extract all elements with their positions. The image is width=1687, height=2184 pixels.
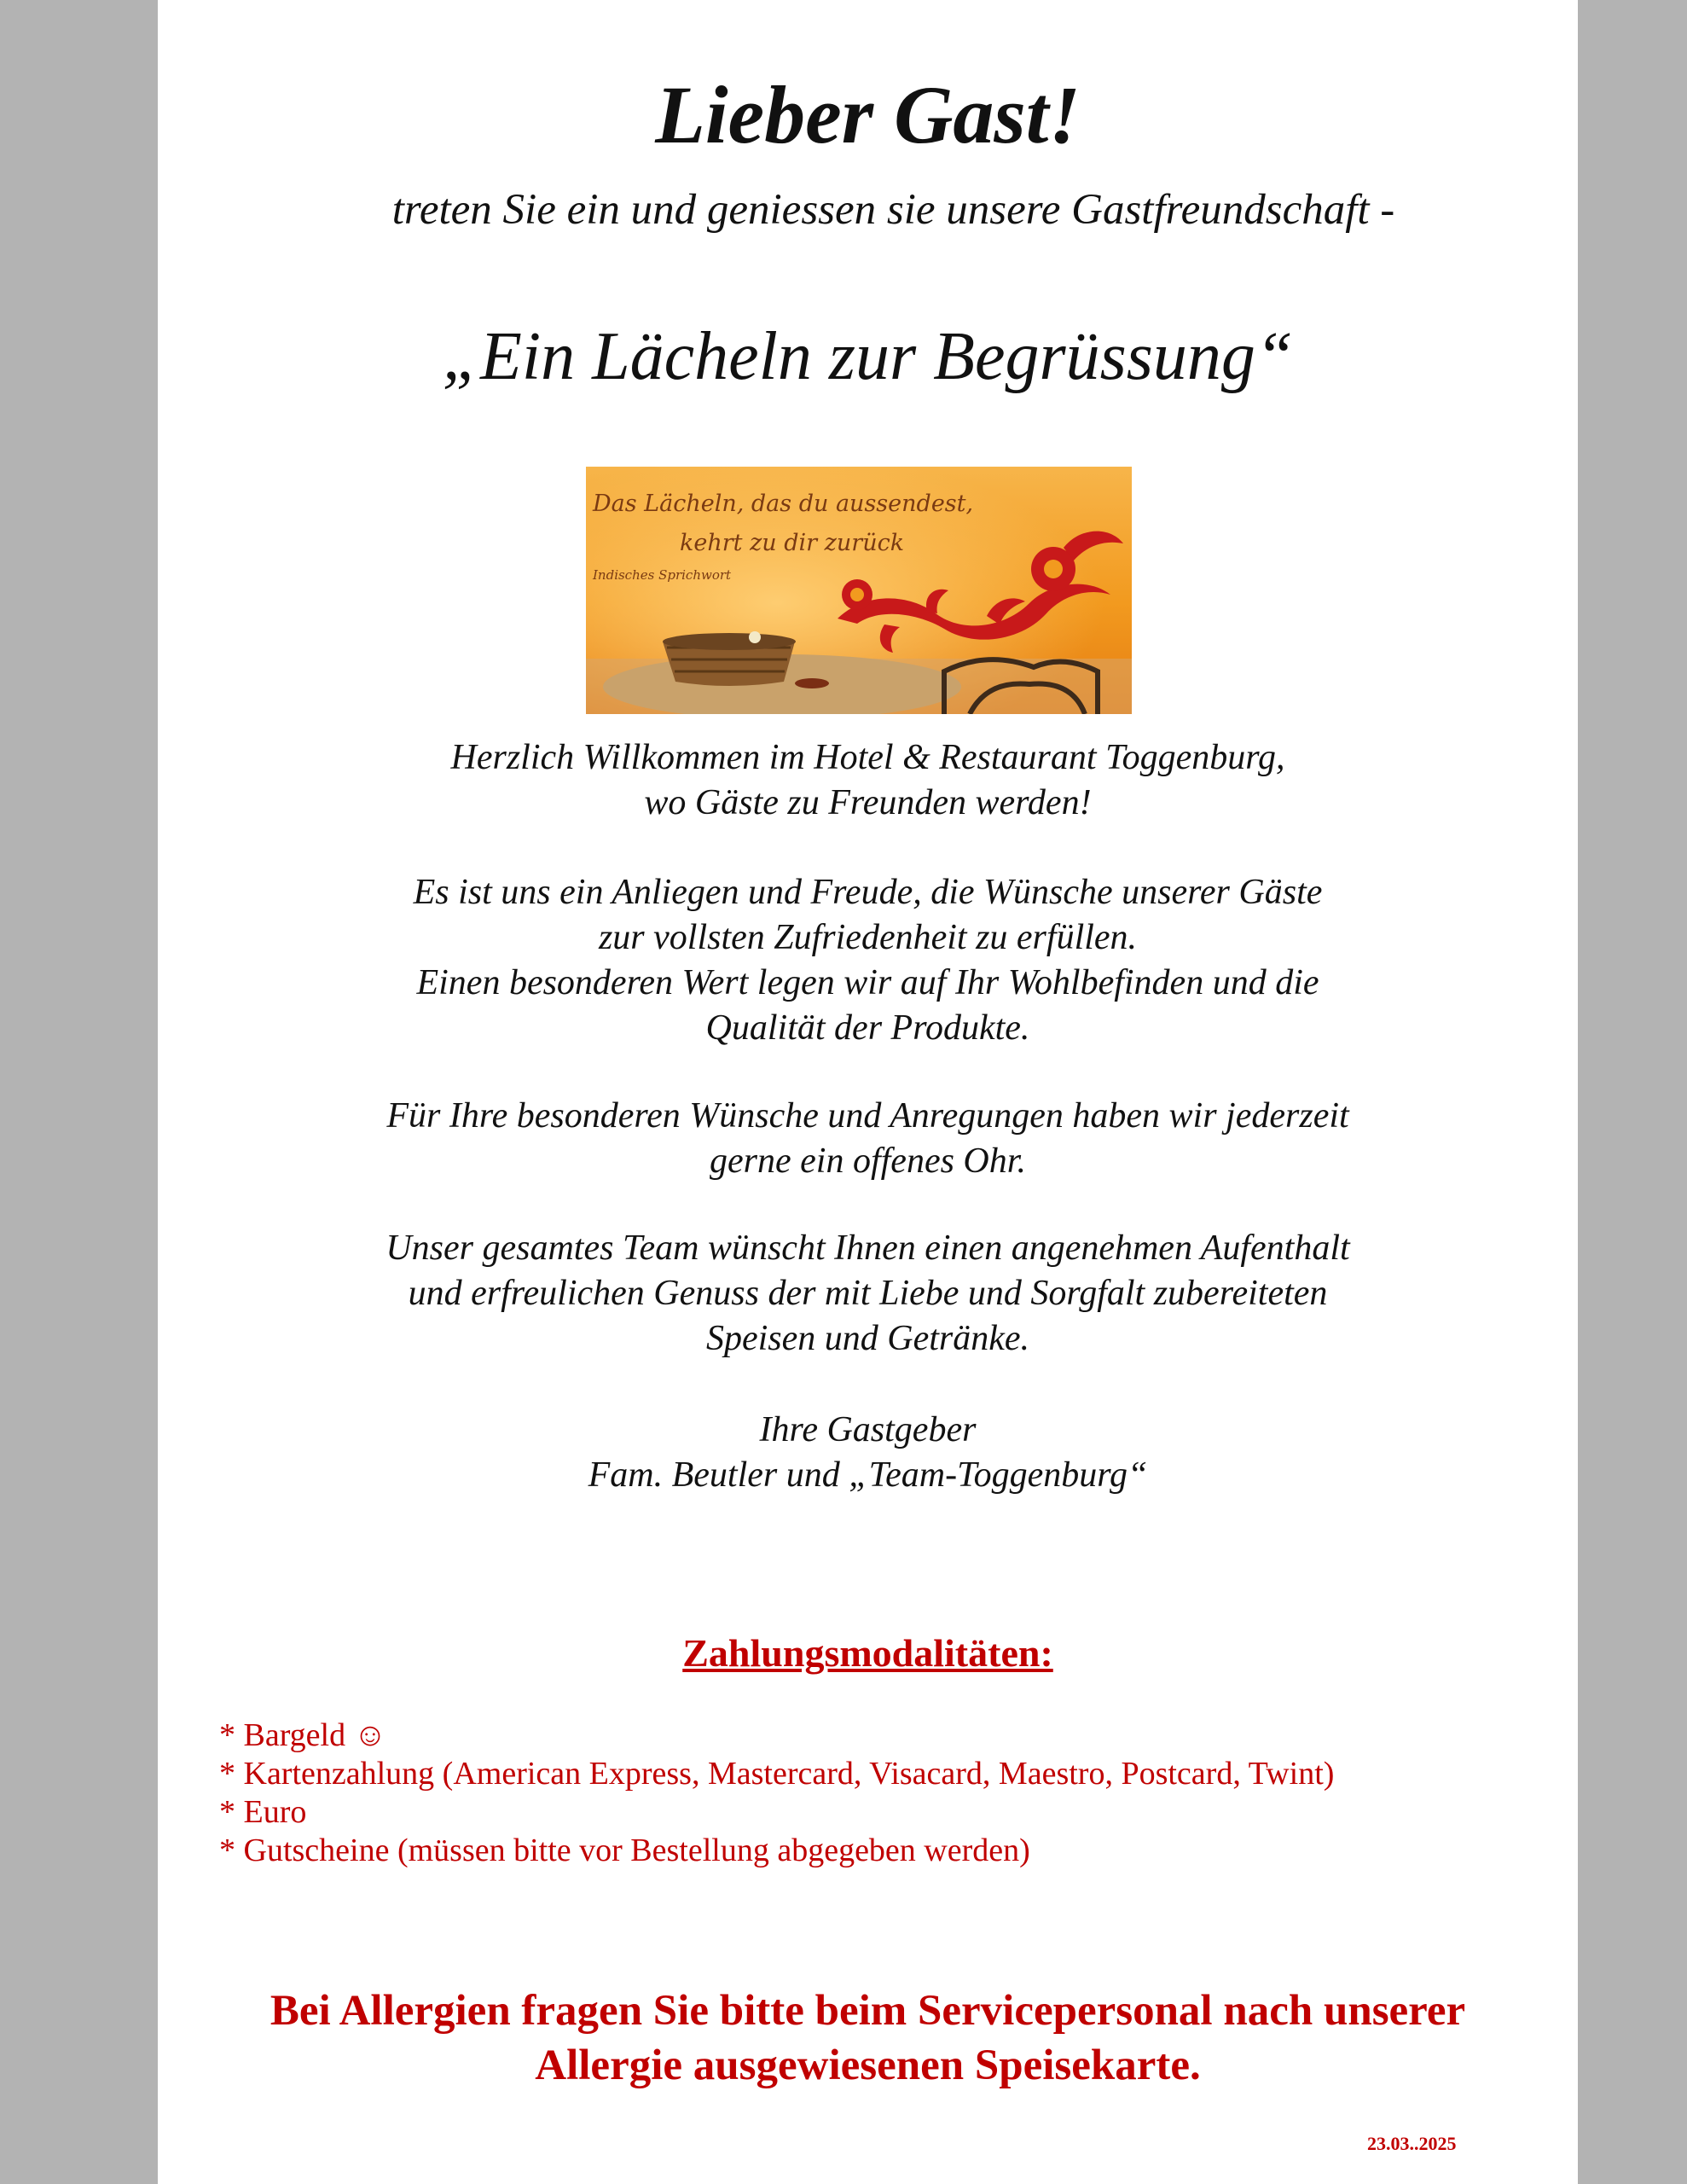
- payment-heading: Zahlungsmodalitäten:: [682, 1631, 1053, 1675]
- text-line: Bei Allergien fragen Sie bitte beim Servicepersonal nach unserer: [270, 1987, 1466, 2035]
- text-line: Speisen und Getränke.: [705, 1319, 1030, 1358]
- date-stamp: 23.03..2025: [1367, 2133, 1457, 2154]
- team-paragraph: [158, 1226, 1578, 1362]
- payment-item: * Euro: [219, 1794, 307, 1830]
- text-line: Allergie ausgewiesenen Speisekarte.: [535, 2042, 1201, 2089]
- banner-quote-line2: kehrt zu dir zurück: [680, 530, 905, 556]
- text-line: Es ist uns ein Anliegen und Freude, die Wünsche unserer Gäste: [413, 873, 1323, 912]
- text-line: wo Gäste zu Freunden werden!: [644, 783, 1092, 822]
- wishes-paragraph: [158, 1094, 1578, 1184]
- banner-quote-line1: Das Lächeln, das du aussendest,: [593, 491, 974, 517]
- text-line: Einen besonderen Wert legen wir auf Ihr Wohlbefinden und die: [416, 963, 1319, 1002]
- text-line: Für Ihre besonderen Wünsche und Anregungen haben wir jederzeit: [386, 1096, 1349, 1136]
- text-line: Unser gesamtes Team wünscht Ihnen einen angenehmen Aufenthalt: [386, 1228, 1350, 1268]
- welcome-paragraph: [158, 735, 1578, 826]
- text-line: Fam. Beutler und „Team-Toggenburg“: [588, 1455, 1148, 1495]
- text-line: zur vollsten Zufriedenheit zu erfüllen.: [598, 918, 1138, 957]
- allergy-notice: [158, 1984, 1578, 2093]
- text-line: und erfreulichen Genuss der mit Liebe und Sorgfalt zubereiteten: [408, 1274, 1328, 1313]
- payment-item: * Bargeld ☺: [219, 1717, 387, 1753]
- concern-paragraph: [158, 870, 1578, 1051]
- text-line: Ihre Gastgeber: [759, 1410, 977, 1449]
- payment-item: * Kartenzahlung (American Express, Mastercard, Visacard, Maestro, Postcard, Twint): [219, 1756, 1335, 1792]
- text-line: Qualität der Produkte.: [705, 1008, 1030, 1048]
- slogan: „Ein Lächeln zur Begrüssung“: [442, 319, 1294, 394]
- menu-page: [158, 0, 1578, 2184]
- basket-icon: [663, 631, 796, 686]
- text-line: Herzlich Willkommen im Hotel & Restaurant Toggenburg,: [450, 738, 1285, 777]
- payment-list: [219, 1716, 1334, 1870]
- hosts-signature: [158, 1408, 1578, 1498]
- welcome-banner-image: [586, 467, 1132, 714]
- page-title: Lieber Gast!: [655, 69, 1081, 160]
- banner-attribution: Indisches Sprichwort: [593, 567, 732, 583]
- text-line: gerne ein offenes Ohr.: [710, 1141, 1026, 1181]
- subtitle: treten Sie ein und geniessen sie unsere Gastfreundschaft -: [391, 186, 1395, 234]
- payment-item: * Gutscheine (müssen bitte vor Bestellung abgegeben werden): [219, 1833, 1030, 1868]
